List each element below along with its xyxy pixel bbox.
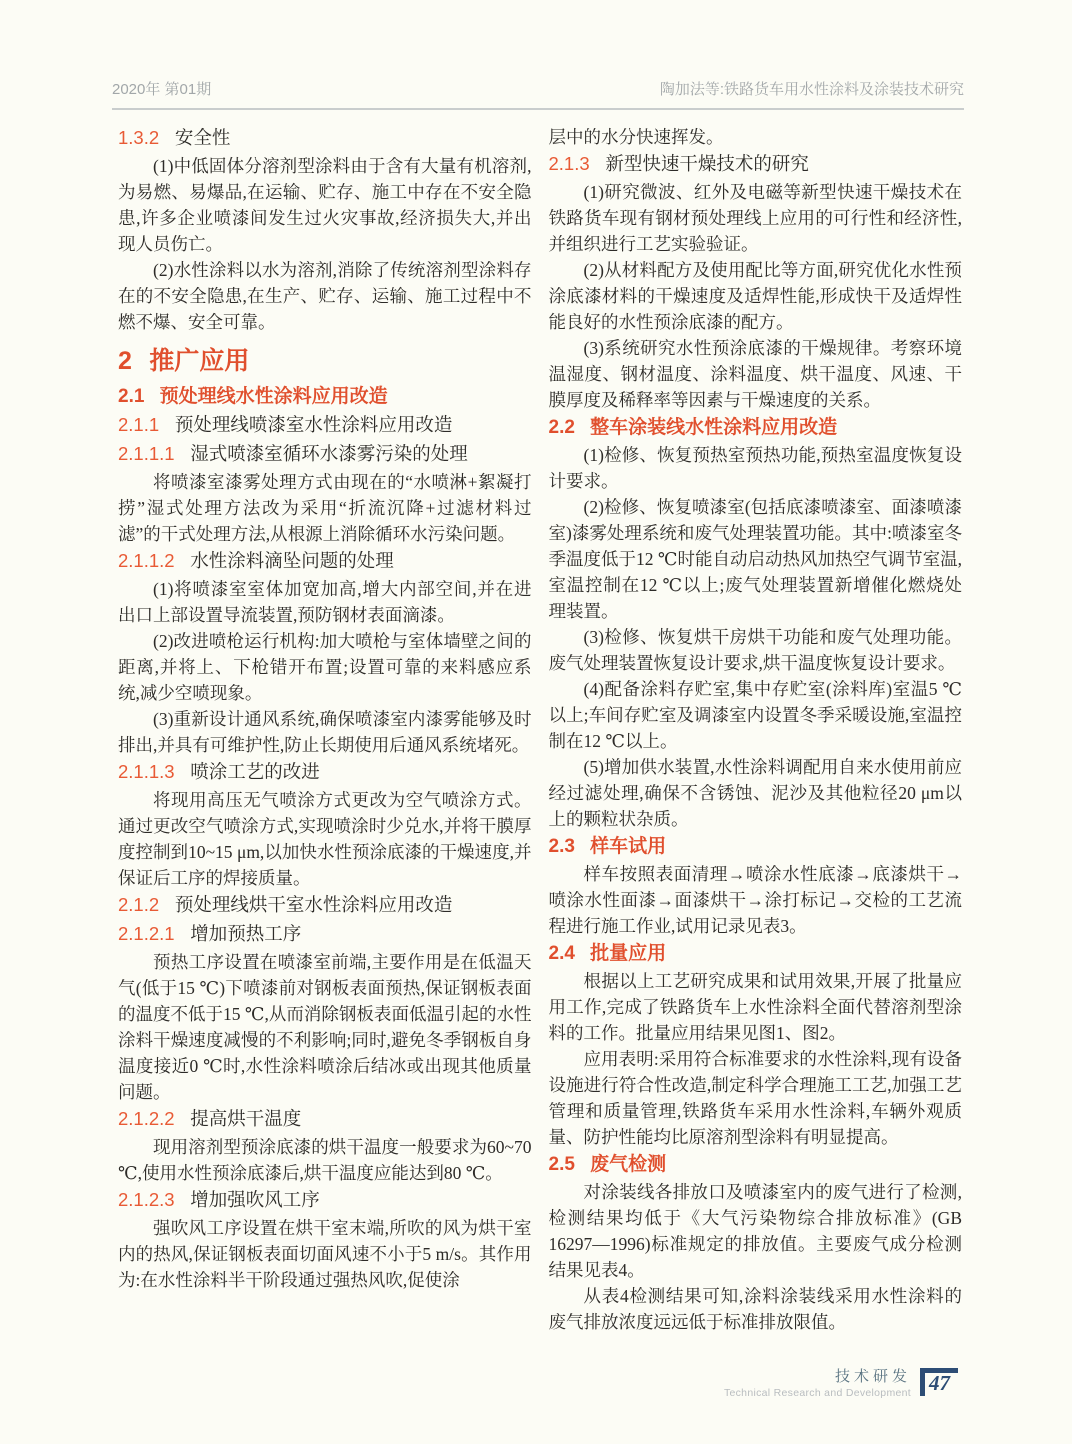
section-number: 2.1.1.3 — [118, 761, 175, 782]
paragraph: 将现用高压无气喷涂方式更改为空气喷涂方式。通过更改空气喷涂方式,实现喷涂时少兑水,并将干膜厚度控制到10~15 μm,以加快水性预涂底漆的干燥速度,并保证后工序的焊接质量。 — [118, 790, 532, 888]
paragraph: (1)检修、恢复预热室预热功能,预热室温度恢复设计要求。 — [548, 445, 962, 491]
paragraph: (1)将喷漆室室体加宽加高,增大内部空间,并在进出口上部设置导流装置,预防钢材表面滴漆。 — [118, 579, 532, 625]
section-title: 整车涂装线水性涂料应用改造 — [590, 417, 838, 438]
paragraph: (1)研究微波、红外及电磁等新型快速干燥技术在铁路货车现有钢材预处理线上应用的可行性和经济性,并组织进行工艺实验验证。 — [548, 182, 962, 254]
footer-section-cn: 技术研发 — [834, 1368, 911, 1385]
paragraph: (3)系统研究水性预涂底漆的干燥规律。考察环境温湿度、钢材温度、涂料温度、烘干温度、风速、干膜厚度及稀释率等因素与干燥速度的关系。 — [548, 338, 962, 410]
section-number: 2.1.1 — [118, 414, 160, 435]
paragraph: 根据以上工艺研究成果和试用效果,开展了批量应用工作,完成了铁路货车上水性涂料全面代替溶剂型涂料的工作。批量应用结果见图1、图2。 — [548, 971, 962, 1043]
section-heading-2-5 — [549, 1151, 963, 1178]
section-heading-2-3 — [549, 833, 963, 860]
section-title: 湿式喷漆室循环水漆雾污染的处理 — [190, 443, 468, 464]
paragraph: 样车按照表面清理→喷涂水性底漆→底漆烘干→喷涂水性面漆→面漆烘干→涂打标记→交检的工艺流程进行施工作业,试用记录见表3。 — [548, 864, 962, 936]
paragraph: (1)中低固体分溶剂型涂料由于含有大量有机溶剂,为易燃、易爆品,在运输、贮存、施工中存在不安全隐患,许多企业喷漆间发生过火灾事故,经济损失大,并出现人员伤亡。 — [118, 156, 532, 254]
right-column — [549, 124, 963, 1335]
section-number: 2.3 — [548, 836, 575, 857]
section-title: 增加强吹风工序 — [190, 1189, 320, 1210]
section-number: 2.4 — [548, 943, 575, 964]
paragraph: (3)检修、恢复烘干房烘干功能和废气处理功能。废气处理装置恢复设计要求,烘干温度恢复设计要求。 — [548, 627, 962, 673]
section-number: 2 — [118, 347, 132, 375]
page-number: 47 — [929, 1371, 950, 1395]
section-heading-1-3-2 — [118, 124, 532, 153]
paragraph: 预热工序设置在喷漆室前端,主要作用是在低温天气(低于15 ℃)下喷漆前对钢板表面预热,保证钢板表面的温度不低于15 ℃,从而消除钢板表面低温引起的水性涂料干燥速度减慢的不利影响;同时,避免冬季钢板自身温度接近0 ℃时,水性涂料喷涂后结冰或出现其他质量问题。 — [118, 952, 532, 1102]
section-number: 2.1.2.1 — [118, 923, 175, 944]
section-heading-2-1-3 — [549, 150, 963, 179]
section-heading-2-1-1-3 — [118, 758, 532, 787]
left-column — [118, 124, 532, 1335]
section-heading-2-1-1-2 — [118, 547, 532, 576]
running-title: 陶加法等:铁路货车用水性涂料及涂装技术研究 — [659, 81, 964, 98]
section-number: 2.1.2.3 — [118, 1189, 175, 1210]
section-title: 提高烘干温度 — [190, 1108, 302, 1129]
section-title: 预处理线水性涂料应用改造 — [159, 386, 388, 407]
footer-section-titles — [724, 1368, 911, 1400]
paragraph: (2)从材料配方及使用配比等方面,研究优化水性预涂底漆材料的干燥速度及适焊性能,形成快干及适焊性能良好的水性预涂底漆的配方。 — [548, 260, 962, 332]
paragraph: (3)重新设计通风系统,确保喷漆室内漆雾能够及时排出,并具有可维护性,防止长期使用后通风系统堵死。 — [118, 709, 532, 755]
section-heading-2-1-2 — [118, 891, 532, 920]
paragraph: 现用溶剂型预涂底漆的烘干温度一般要求为60~70 ℃,使用水性预涂底漆后,烘干温度应能达到80 ℃。 — [118, 1137, 532, 1183]
section-heading-2 — [118, 344, 532, 378]
section-heading-2-1-2-3 — [118, 1186, 532, 1215]
section-number: 2.5 — [548, 1154, 575, 1175]
journal-issue: 2020年 第01期 — [112, 81, 212, 98]
section-number: 2.1.1.2 — [118, 550, 175, 571]
paragraph: 将喷漆室漆雾处理方式由现在的“水喷淋+絮凝打捞”湿式处理方法改为采用“折流沉降+过滤材料过滤”的干式处理方法,从根源上消除循环水污染问题。 — [118, 472, 532, 544]
section-title: 安全性 — [174, 127, 231, 148]
section-number: 2.1.2.2 — [118, 1108, 175, 1129]
columns — [118, 124, 962, 1335]
paragraph: (5)增加供水装置,水性涂料调配用自来水使用前应经过滤处理,确保不含锈蚀、泥沙及其他粒径20 μm以上的颗粒状杂质。 — [548, 757, 962, 829]
section-title: 新型快速干燥技术的研究 — [605, 153, 809, 174]
section-heading-2-1 — [118, 383, 532, 410]
section-title: 批量应用 — [590, 943, 667, 964]
paragraph: 从表4检测结果可知,涂料涂装线采用水性涂料的废气排放浓度远远低于标准排放限值。 — [548, 1286, 962, 1332]
section-title: 废气检测 — [590, 1154, 667, 1175]
section-heading-2-4 — [549, 940, 963, 967]
section-title: 喷涂工艺的改进 — [190, 761, 320, 782]
page-number-bracket-left — [920, 1368, 925, 1396]
paragraph: (2)水性涂料以水为溶剂,消除了传统溶剂型涂料存在的不安全隐患,在生产、贮存、运输、施工过程中不燃不爆、安全可靠。 — [118, 260, 532, 332]
paragraph: (2)改进喷枪运行机构:加大喷枪与室体墙壁之间的距离,并将上、下枪错开布置;设置可靠的来料感应系统,减少空喷现象。 — [118, 631, 532, 703]
section-heading-2-1-2-1 — [118, 920, 532, 949]
section-title: 预处理线烘干室水性涂料应用改造 — [174, 894, 453, 915]
section-heading-2-1-1 — [118, 411, 532, 440]
section-title: 增加预热工序 — [190, 923, 302, 944]
paragraph: 强吹风工序设置在烘干室末端,所吹的风为烘干室内的热风,保证钢板表面切面风速不小于5 m/s。其作用为:在水性涂料半干阶段通过强热风吹,促使涂 — [118, 1218, 532, 1290]
page-header — [112, 78, 964, 110]
section-heading-2-1-2-2 — [118, 1105, 532, 1134]
section-number: 1.3.2 — [118, 127, 160, 148]
section-title: 样车试用 — [590, 836, 667, 857]
section-title: 推广应用 — [149, 347, 250, 375]
paragraph: (4)配备涂料存贮室,集中存贮室(涂料库)室温5 ℃以上;车间存贮室及调漆室内设置冬季采暖设施,室温控制在12 ℃以上。 — [548, 679, 962, 751]
page-number-box — [920, 1364, 960, 1400]
page-footer — [724, 1364, 960, 1400]
section-number: 2.1 — [118, 386, 145, 407]
section-heading-2-1-1-1 — [118, 440, 532, 469]
section-number: 2.1.1.1 — [118, 443, 175, 464]
section-number: 2.1.3 — [548, 153, 590, 174]
paragraph: (2)检修、恢复喷漆室(包括底漆喷漆室、面漆喷漆室)漆雾处理系统和废气处理装置功能。其中:喷漆室冬季温度低于12 ℃时能自动启动热风加热空气调节室温,室温控制在12 ℃以上;废气处理装置新增催化燃烧处理装置。 — [548, 497, 962, 621]
section-heading-2-2 — [549, 414, 963, 441]
section-number: 2.1.2 — [118, 894, 160, 915]
paragraph: 应用表明:采用符合标准要求的水性涂料,现有设备设施进行符合性改造,制定科学合理施工工艺,加强工艺管理和质量管理,铁路货车采用水性涂料,车辆外观质量、防护性能均比原溶剂型涂料有明显提高。 — [548, 1049, 962, 1147]
section-title: 水性涂料滴坠问题的处理 — [190, 550, 394, 571]
paragraph-continuation: 层中的水分快速挥发。 — [548, 127, 724, 147]
paragraph: 对涂装线各排放口及喷漆室内的废气进行了检测,检测结果均低于《大气污染物综合排放标准》(GB 16297—1996)标准规定的排放值。主要废气成分检测结果见表4。 — [548, 1182, 962, 1280]
section-number: 2.2 — [548, 417, 575, 438]
section-title: 预处理线喷漆室水性涂料应用改造 — [174, 414, 453, 435]
footer-section-en: Technical Research and Development — [723, 1387, 911, 1399]
